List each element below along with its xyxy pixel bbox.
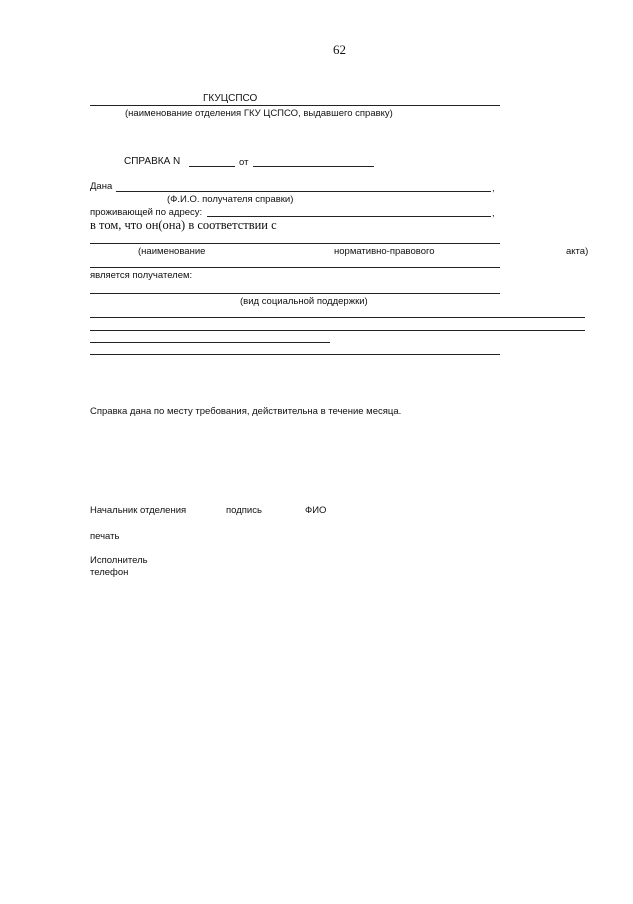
statement-text: в том, что он(она) в соответствии с <box>90 218 277 232</box>
address-comma: , <box>492 208 495 219</box>
stamp-label: печать <box>90 531 120 542</box>
act-caption-part3: акта) <box>566 246 589 257</box>
signature-label: подпись <box>226 505 262 516</box>
address-field[interactable] <box>207 216 491 217</box>
support-line-3[interactable] <box>90 330 585 331</box>
validity-text: Справка дана по месту требования, действительна в течение месяца. <box>90 406 402 417</box>
org-name: ГКУЦСПСО <box>203 93 258 104</box>
act-caption-part2: нормативно-правового <box>334 246 435 257</box>
org-caption: (наименование отделения ГКУ ЦСПСО, выдавшего справку) <box>125 108 393 119</box>
support-line-1[interactable] <box>90 293 500 294</box>
support-line-2[interactable] <box>90 317 585 318</box>
recipient-fio-field[interactable] <box>116 191 491 192</box>
certificate-number-field[interactable] <box>189 166 235 167</box>
certificate-date-field[interactable] <box>253 166 374 167</box>
fio-label: ФИО <box>305 505 327 516</box>
act-line-1[interactable] <box>90 243 500 244</box>
support-line-5[interactable] <box>90 354 500 355</box>
page-number: 62 <box>333 42 346 57</box>
certificate-from-label: от <box>239 157 249 168</box>
support-caption: (вид социальной поддержки) <box>240 296 368 307</box>
act-line-2[interactable] <box>90 267 500 268</box>
org-line <box>90 105 500 106</box>
support-line-4[interactable] <box>90 342 330 343</box>
address-label: проживающей по адресу: <box>90 207 203 218</box>
executor-label: Исполнитель <box>90 555 148 566</box>
act-caption-part1: (наименование <box>138 246 206 257</box>
head-of-department-label: Начальник отделения <box>90 505 187 516</box>
recipient-label: является получателем: <box>90 270 193 281</box>
given-to-label: Дана <box>90 181 113 192</box>
given-to-comma: , <box>492 183 495 194</box>
certificate-title: СПРАВКА N <box>124 156 181 167</box>
fio-caption: (Ф.И.О. получателя справки) <box>167 194 294 205</box>
phone-label: телефон <box>90 567 129 578</box>
